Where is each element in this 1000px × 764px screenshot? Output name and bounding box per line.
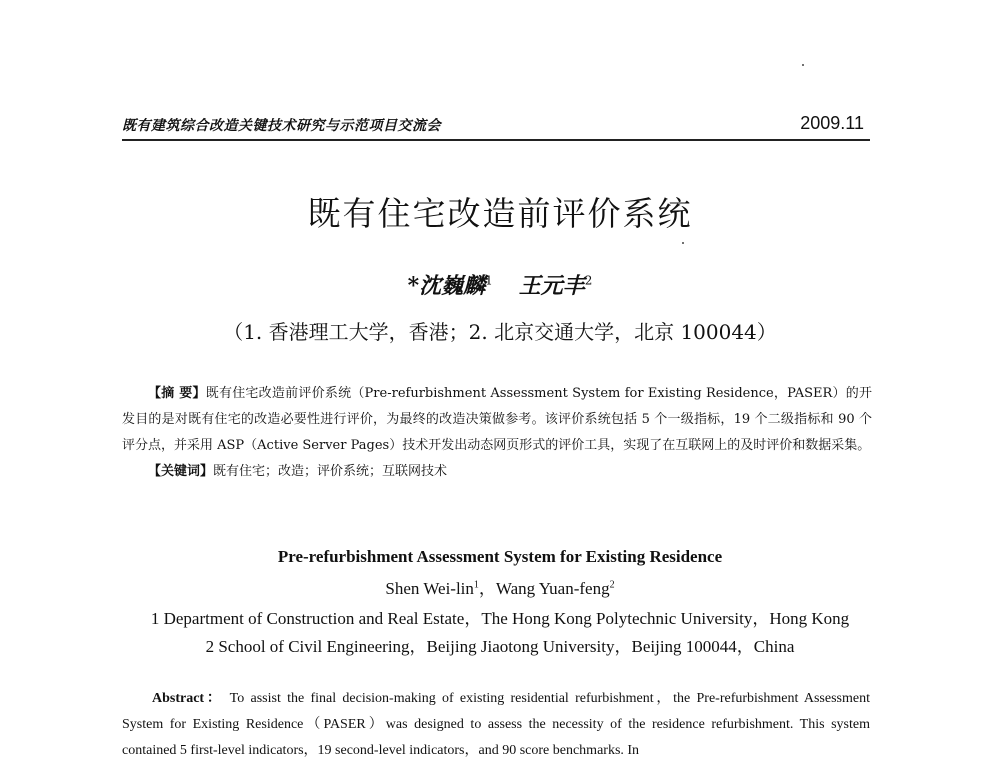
english-author-2: Wang Yuan-feng	[495, 579, 610, 598]
abstract-cn-label: 【摘 要】	[148, 386, 206, 401]
author-2-mark: 2	[584, 273, 593, 288]
keywords-cn-paragraph	[122, 459, 872, 485]
english-abstract-text: To assist the final decision-making of existing residential refurbishment，the Pre-refurbishment Assessment System for Existing Residence（PASER）was designed to assess the necessity of the residence refurbishment. This system contained 5 first-level indicators，19 second-level indicators，and 90 score benchmarks. In	[122, 691, 870, 758]
english-abstract	[122, 686, 870, 764]
english-author-separator: ，	[478, 579, 496, 598]
english-author-2-mark: 2	[609, 579, 615, 591]
abstract-cn-paragraph	[122, 381, 872, 459]
scan-speck	[802, 64, 804, 66]
author-2: 王元丰	[518, 273, 585, 299]
author-1: *沈巍麟	[407, 273, 486, 299]
english-author-1-mark: 1	[473, 579, 479, 591]
running-header	[122, 113, 870, 141]
keywords-cn-label: 【关键词】	[148, 464, 214, 479]
affiliation-cn: （1. 香港理工大学，香港；2. 北京交通大学，北京 100044）	[223, 320, 777, 344]
journal-name: 既有建筑综合改造关键技术研究与示范项目交流会	[122, 118, 441, 134]
keywords-cn-text: 既有住宅；改造；评价系统；互联网技术	[213, 464, 448, 479]
english-affiliation-2: 2 School of Civil Engineering，Beijing Jiaotong University，Beijing 100044，China	[205, 637, 795, 656]
english-authors	[0, 574, 1000, 599]
issue-date: 2009.11	[800, 113, 864, 133]
english-author-1: Shen Wei-lin	[385, 579, 474, 598]
abstract-cn-text: 既有住宅改造前评价系统（Pre-refurbishment Assessment System for Existing Residence，PASER）的开发目的是对既有住宅的改造必要性进行评价，为最终的改造决策做参考。该评价系统包括 5 个一级指标，19 个二级指标和 90 个评分点，并采用 ASP（Active Server Pages）技术开发出动态网页形式的评价工具，实现了在互联网上的及时评价和数据采集。	[122, 386, 872, 453]
scan-speck	[682, 242, 684, 244]
english-title: Pre-refurbishment Assessment System for Existing Residence	[277, 547, 723, 566]
english-abstract-label: Abstract：	[152, 691, 224, 706]
paper-title: 既有住宅改造前评价系统	[307, 194, 693, 233]
abstract-cn	[122, 381, 872, 485]
author-line	[0, 269, 1000, 300]
author-1-mark: 1	[485, 273, 493, 288]
english-affiliation-1: 1 Department of Construction and Real Estate，The Hong Kong Polytechnic University，Hong Kong	[150, 609, 850, 628]
